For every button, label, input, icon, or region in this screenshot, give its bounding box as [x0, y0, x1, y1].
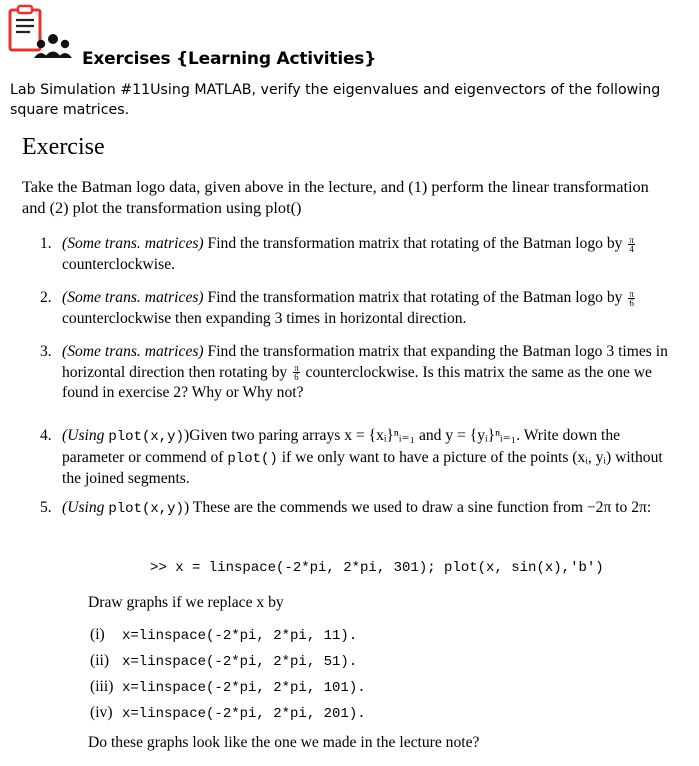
- sub-item-label: (ii): [90, 652, 110, 669]
- final-question: Do these graphs look like the one we made in the lecture note?: [88, 734, 480, 751]
- page-title: Exercises {Learning Activities}: [82, 49, 377, 69]
- header: [6, 2, 696, 74]
- list-item: [40, 234, 670, 275]
- item-tag-close: ): [183, 427, 190, 444]
- intro-text: Lab Simulation #11Using MATLAB, verify the eigenvalues and eigenvectors of the following square matrices.: [10, 82, 661, 118]
- list-item: [40, 288, 670, 329]
- sub-item-code: x=linspace(-2*pi, 2*pi, 101).: [122, 680, 366, 696]
- exercise-intro: Take the Batman logo data, given above in the lecture, and (1) perform the linear transformation and (2) plot the transformation using plot(): [22, 177, 649, 217]
- item-text: counterclockwise. Is this matrix the same as the one we found in exercise 2? Why or Why not?: [62, 363, 652, 401]
- sub-item-label: (iii): [90, 678, 114, 695]
- fraction: $\frac{\pi}{4}$: [629, 234, 634, 254]
- item-number: 2.: [40, 289, 52, 306]
- sub-item: [90, 704, 366, 722]
- sub-item: [90, 626, 357, 644]
- list-item: [40, 342, 670, 404]
- sub-item-code: x=linspace(-2*pi, 2*pi, 201).: [122, 706, 366, 722]
- item-text: Find the transformation matrix that rotating of the Batman logo by: [203, 289, 627, 306]
- code-line: >> x = linspace(-2*pi, 2*pi, 301); plot(x, sin(x),'b'): [150, 560, 604, 576]
- exercise-heading: Exercise: [22, 134, 105, 160]
- item-number: 3.: [40, 343, 52, 360]
- item-text: These are the commends we used to draw a sine function from −2π to 2π:: [189, 499, 652, 516]
- sub-item-label: (iv): [90, 704, 113, 721]
- item-number: 5.: [40, 499, 52, 516]
- item-tag-open: (Using: [62, 427, 109, 444]
- list-item: [40, 426, 670, 490]
- item-text: counterclockwise.: [62, 255, 176, 273]
- item-tag: (Some trans. matrices): [62, 289, 204, 306]
- sub-item-label: (i): [90, 626, 105, 643]
- sub-item-code: x=linspace(-2*pi, 2*pi, 11).: [122, 628, 358, 644]
- fraction: $\frac{\pi}{6}$: [629, 288, 634, 308]
- clipboard-people-icon: [6, 2, 86, 72]
- item-text: Given two paring arrays x = {xᵢ}ⁿᵢ₌₁ and y = {yᵢ}ⁿᵢ₌₁. Write down the parameter or commend of: [62, 427, 621, 466]
- item-text: Find the transformation matrix that rotating of the Batman logo by: [203, 235, 627, 252]
- fraction: $\frac{\pi}{6}$: [294, 363, 299, 383]
- sub-item-code: x=linspace(-2*pi, 2*pi, 51).: [122, 654, 358, 670]
- item-tag-code: plot(x,y): [108, 501, 184, 517]
- sub-item: [90, 678, 366, 696]
- item-code: plot(): [227, 450, 278, 467]
- item-tag-close: ): [183, 499, 190, 516]
- item-tag: (Some trans. matrices): [62, 343, 204, 360]
- item-text: if we only want to have a picture of the points (xᵢ, yᵢ) without the joined segments.: [62, 448, 663, 487]
- sub-item: [90, 652, 357, 670]
- list-item: [40, 498, 670, 520]
- item-tag: (Some trans. matrices): [62, 235, 204, 252]
- draw-text: Draw graphs if we replace x by: [88, 594, 284, 611]
- item-text: Find the transformation matrix that expanding the Batman logo 3 times in horizontal direction then rotating by: [62, 343, 668, 381]
- item-text: counterclockwise then expanding 3 times in horizontal direction.: [62, 309, 467, 327]
- item-tag-open: (Using: [62, 499, 109, 516]
- item-number: 1.: [40, 235, 52, 252]
- item-tag-code: plot(x,y): [108, 429, 184, 445]
- item-number: 4.: [40, 427, 52, 444]
